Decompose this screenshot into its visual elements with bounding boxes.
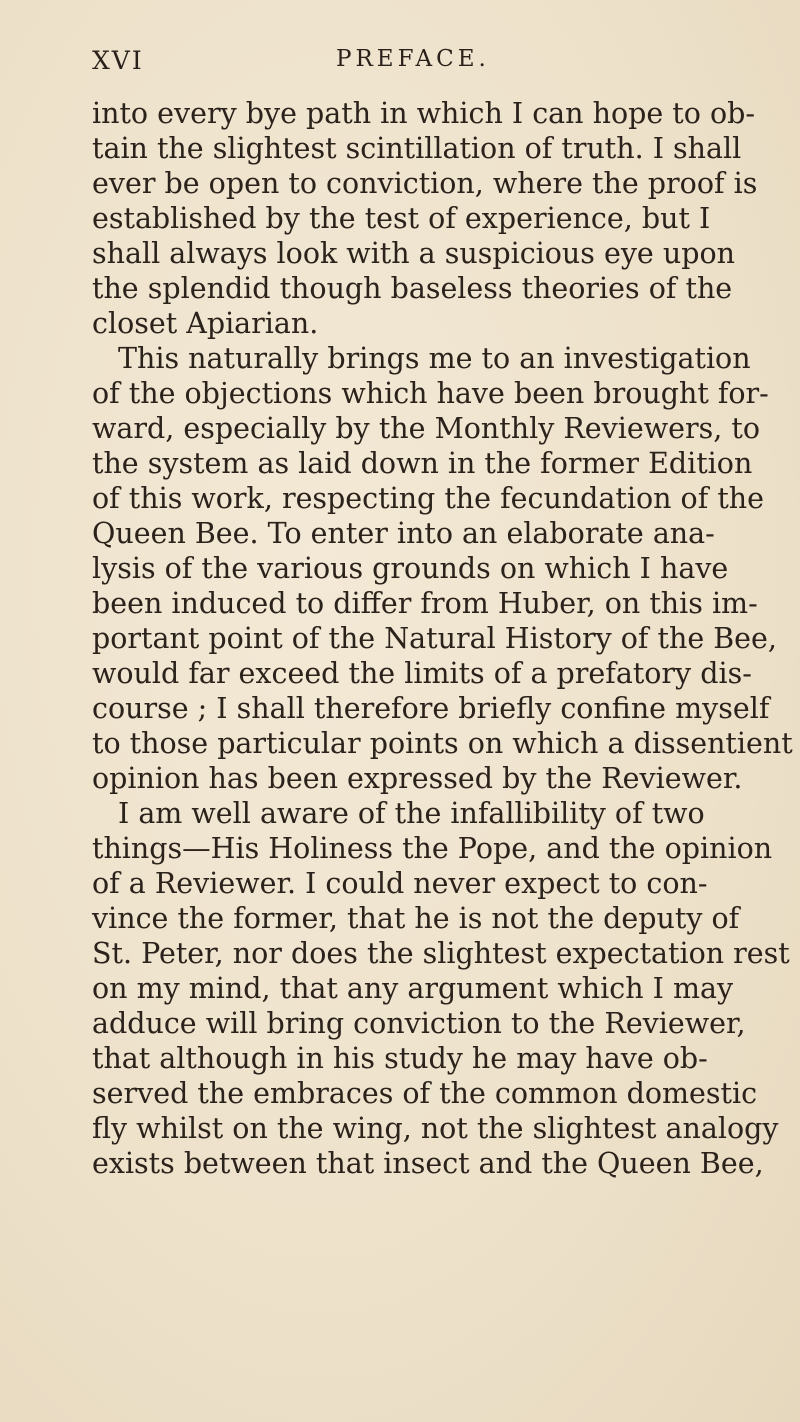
text-line: tain the slightest scintillation of truth. I shall bbox=[92, 132, 742, 165]
text-line: exists between that insect and the Queen Bee, bbox=[92, 1147, 764, 1180]
text-line: to those particular points on which a dissentient bbox=[92, 727, 793, 760]
text-line: ward, especially by the Monthly Reviewers, to bbox=[92, 412, 760, 445]
text-line: of a Reviewer. I could never expect to con- bbox=[92, 867, 708, 900]
text-line: the splendid though baseless theories of the bbox=[92, 272, 733, 305]
text-line: St. Peter, nor does the slightest expectation rest bbox=[92, 937, 790, 970]
text-line: that although in his study he may have ob- bbox=[92, 1042, 708, 1075]
text-line: the system as laid down in the former Edition bbox=[92, 447, 753, 480]
text-line: opinion has been expressed by the Reviewer. bbox=[92, 762, 743, 795]
text-line: of this work, respecting the fecundation of the bbox=[92, 482, 764, 515]
text-line: lysis of the various grounds on which I have bbox=[92, 552, 729, 585]
running-head bbox=[92, 46, 752, 86]
text-line: served the embraces of the common domestic bbox=[92, 1077, 758, 1110]
text-line: established by the test of experience, but I bbox=[92, 202, 711, 235]
paragraph-start-line: This naturally brings me to an investigation bbox=[118, 342, 751, 375]
text-line: course ; I shall therefore briefly confine myself bbox=[92, 692, 770, 725]
text-line: things—His Holiness the Pope, and the opinion bbox=[92, 832, 773, 865]
text-line: adduce will bring conviction to the Reviewer, bbox=[92, 1007, 746, 1040]
text-line: ever be open to conviction, where the proof is bbox=[92, 167, 758, 200]
text-line: been induced to differ from Huber, on this im- bbox=[92, 587, 758, 620]
text-line: into every bye path in which I can hope to ob- bbox=[92, 97, 755, 130]
page-number: XVI bbox=[92, 46, 144, 75]
text-line: of the objections which have been brought for- bbox=[92, 377, 769, 410]
text-line: vince the former, that he is not the deputy of bbox=[92, 902, 740, 935]
text-line: Queen Bee. To enter into an elaborate ana- bbox=[92, 517, 715, 550]
running-head-title: PREFACE. bbox=[336, 46, 490, 72]
text-line: on my mind, that any argument which I may bbox=[92, 972, 734, 1005]
text-line: would far exceed the limits of a prefatory dis- bbox=[92, 657, 752, 690]
text-line: closet Apiarian. bbox=[92, 307, 319, 340]
body-text bbox=[92, 96, 792, 1181]
text-line: fly whilst on the wing, not the slightest analogy bbox=[92, 1112, 779, 1145]
text-line: shall always look with a suspicious eye upon bbox=[92, 237, 735, 270]
paragraph-start-line: I am well aware of the infallibility of two bbox=[118, 797, 705, 830]
text-line: portant point of the Natural History of the Bee, bbox=[92, 622, 777, 655]
